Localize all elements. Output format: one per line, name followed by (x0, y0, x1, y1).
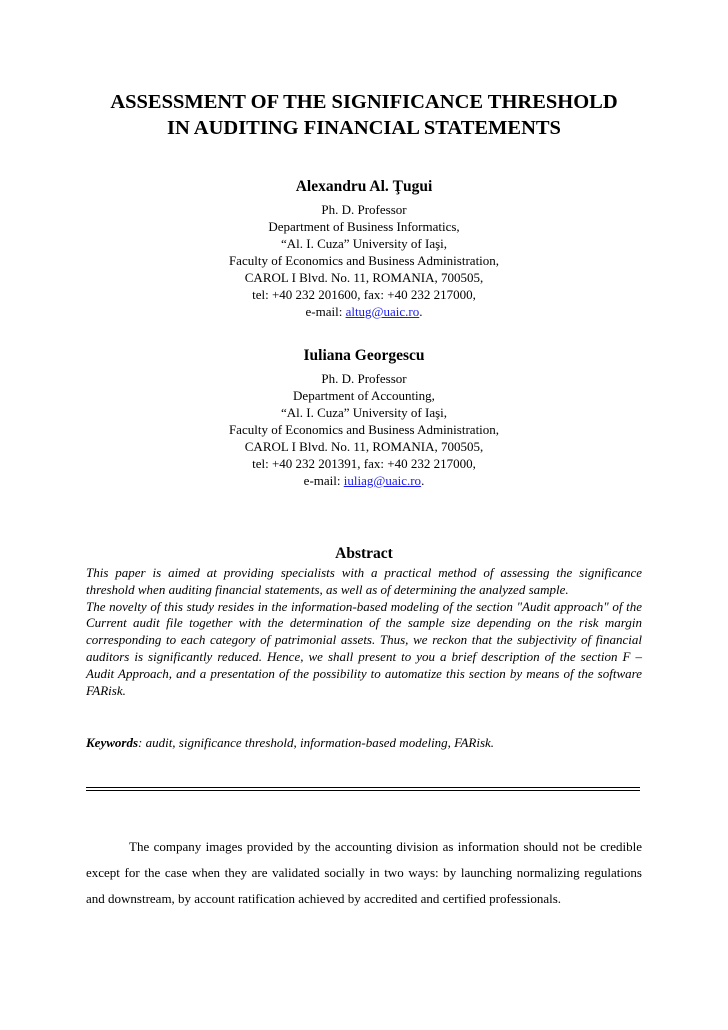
author-address: CAROL I Blvd. No. 11, ROMANIA, 700505, (244, 439, 484, 454)
author-department: Department of Business Informatics, (268, 219, 460, 234)
title-line-2: IN AUDITING FINANCIAL STATEMENTS (167, 117, 561, 139)
paper-title (60, 89, 668, 141)
body-paragraph-1: The company images provided by the accounting division as information should not be credible except for the case when they are validated socially in two ways: by launching normalizing regulations and downstream, by account ratification achieved by accredited and certified professionals. (86, 839, 642, 906)
keywords-label: Keywords (86, 735, 138, 750)
author-faculty: Faculty of Economics and Business Administration, (228, 253, 500, 268)
author-phone: tel: +40 232 201391, fax: +40 232 217000, (252, 456, 476, 471)
author-university: “Al. I. Cuza” University of Iaşi, (280, 405, 448, 420)
author-position: Ph. D. Professor (321, 202, 407, 217)
author-email-line (60, 303, 668, 320)
author-email-line (60, 472, 668, 489)
author-phone: tel: +40 232 201600, fax: +40 232 217000, (252, 287, 476, 302)
abstract-paragraph-1: This paper is aimed at providing specialists with a practical method of assessing the significance threshold when auditing financial statements, as well as of determining the analyzed sample. (86, 565, 642, 597)
email-link[interactable]: altug@uaic.ro (345, 304, 420, 319)
author-block-2 (60, 346, 668, 489)
abstract-body (86, 565, 642, 699)
author-name: Iuliana Georgescu (303, 347, 425, 364)
abstract-paragraph-2: The novelty of this study resides in the information-based modeling of the section "Audit approach" of the Current audit file together with the determination of the sample size depending on the risk margin corresponding to each category of patrimonial assets. Thus, we reckon that the subjectivity of financial auditors is significantly reduced. Hence, we shall present to you a brief description of the section F – Audit Approach, and a presentation of the possibility to automatize this section by means of the software FARisk. (86, 598, 642, 698)
email-prefix: e-mail: (305, 304, 346, 319)
body-text (86, 834, 642, 912)
keywords (86, 734, 642, 751)
author-position: Ph. D. Professor (321, 371, 407, 386)
title-line-1: ASSESSMENT OF THE SIGNIFICANCE THRESHOLD (110, 91, 618, 113)
author-university: “Al. I. Cuza” University of Iaşi, (280, 236, 448, 251)
author-department: Department of Accounting, (293, 388, 435, 403)
author-faculty: Faculty of Economics and Business Administration, (228, 422, 500, 437)
author-name: Alexandru Al. Ţugui (295, 178, 433, 195)
keywords-text: : audit, significance threshold, information-based modeling, FARisk. (138, 735, 495, 750)
email-suffix: . (419, 304, 423, 319)
section-divider (86, 787, 640, 791)
email-prefix: e-mail: (303, 473, 344, 488)
email-suffix: . (421, 473, 425, 488)
author-address: CAROL I Blvd. No. 11, ROMANIA, 700505, (244, 270, 484, 285)
abstract-heading: Abstract (335, 545, 393, 562)
author-block-1 (60, 177, 668, 320)
email-link[interactable]: iuliag@uaic.ro (343, 473, 422, 488)
